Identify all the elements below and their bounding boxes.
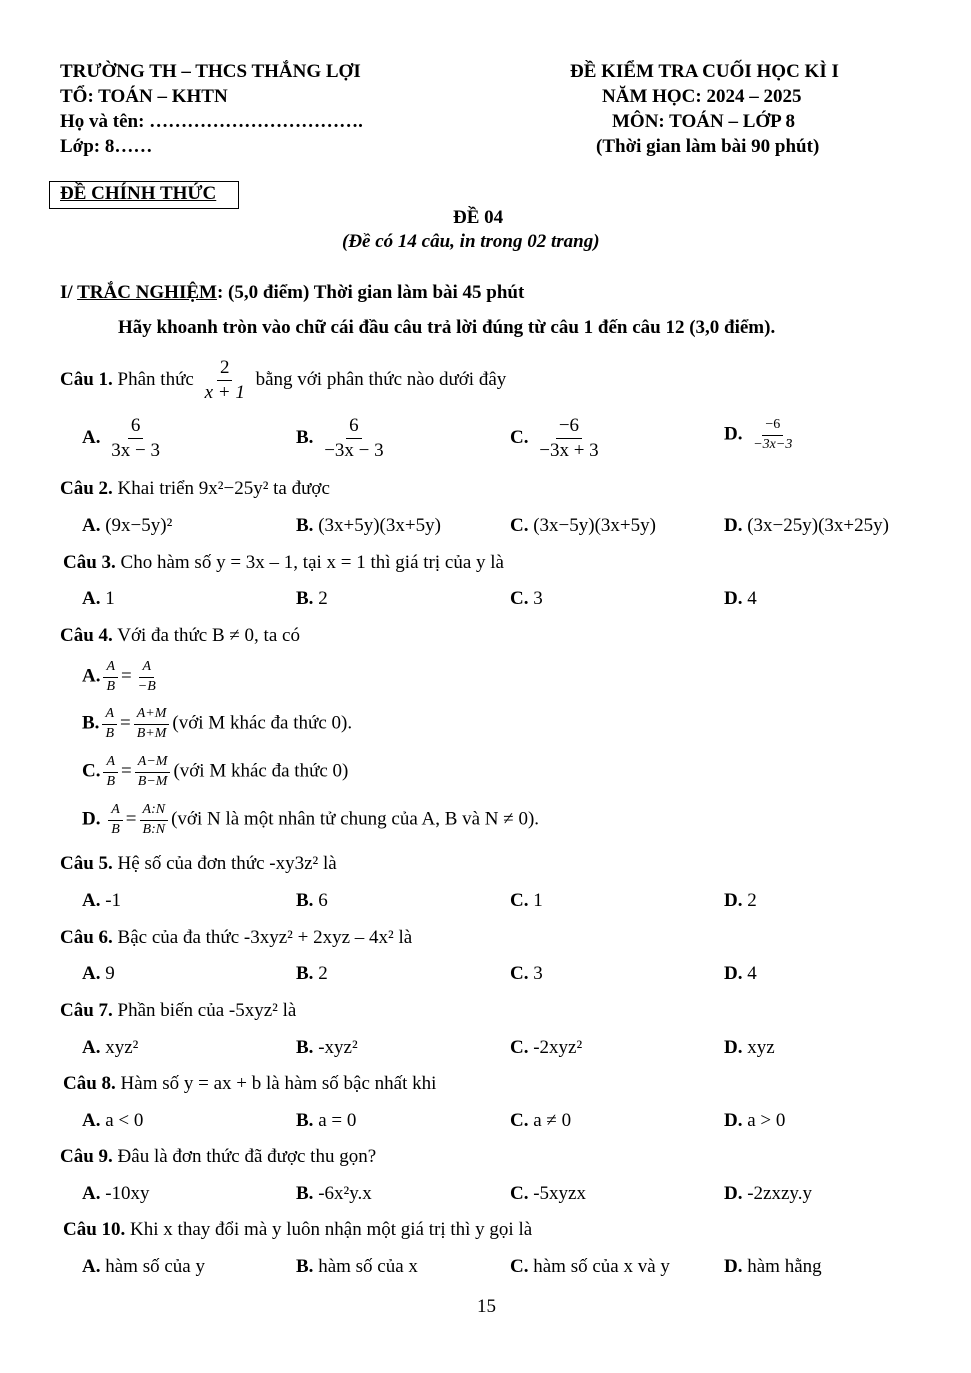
- option-10d[interactable]: D. hàm hằng: [724, 1256, 822, 1277]
- option-10c[interactable]: C. hàm số của x và y: [510, 1256, 670, 1277]
- option-10a[interactable]: A. hàm số của y: [82, 1256, 205, 1277]
- option-8b[interactable]: B. a = 0: [296, 1110, 357, 1131]
- option-3d[interactable]: D. 4: [724, 588, 757, 609]
- duration: (Thời gian làm bài 90 phút): [596, 136, 820, 157]
- option-4b[interactable]: B. $\frac{A}{B}$ = $\frac{A+M}{B+M}$ (với M khác đa thức 0).: [82, 706, 353, 741]
- exam-note: (Đề có 14 câu, in trong 02 trang): [342, 231, 600, 252]
- option-1b[interactable]: B. $\frac{6}{-3x - 3}$: [296, 415, 384, 461]
- option-5c[interactable]: C. 1: [510, 890, 543, 911]
- option-2b[interactable]: B. (3x+5y)(3x+5y): [296, 515, 441, 536]
- page-number: 15: [477, 1296, 496, 1317]
- option-8d[interactable]: D. a > 0: [724, 1110, 786, 1131]
- option-9a[interactable]: A. -10xy: [82, 1183, 150, 1204]
- question-1: Câu 1. Phân thức $\frac{2}{x + 1}$ bằng với phân thức nào dưới đây: [60, 357, 507, 403]
- option-6c[interactable]: C. 3: [510, 963, 543, 984]
- section-instruction: Hãy khoanh tròn vào chữ cái đầu câu trả lời đúng từ câu 1 đến câu 12 (3,0 điểm).: [118, 317, 776, 338]
- question-3: Câu 3. Cho hàm số y = 3x – 1, tại x = 1 thì giá trị của y là: [63, 552, 504, 573]
- option-6a[interactable]: A. 9: [82, 963, 115, 984]
- question-5: Câu 5. Hệ số của đơn thức -xy3z² là: [60, 853, 337, 874]
- question-8: Câu 8. Hàm số y = ax + b là hàm số bậc nhất khi: [63, 1073, 437, 1094]
- exam-title: ĐỀ KIỂM TRA CUỐI HỌC KÌ I: [570, 61, 839, 82]
- option-5b[interactable]: B. 6: [296, 890, 328, 911]
- option-6b[interactable]: B. 2: [296, 963, 328, 984]
- option-2d[interactable]: D. (3x−25y)(3x+25y): [724, 515, 889, 536]
- option-7a[interactable]: A. xyz²: [82, 1037, 139, 1058]
- option-7d[interactable]: D. xyz: [724, 1037, 775, 1058]
- question-6: Câu 6. Bậc của đa thức -3xyz² + 2xyz – 4x² là: [60, 927, 413, 948]
- student-name-line: Họ và tên: …………………………….: [60, 111, 363, 132]
- option-7b[interactable]: B. -xyz²: [296, 1037, 358, 1058]
- official-exam-box: [49, 181, 239, 209]
- subject: MÔN: TOÁN – LỚP 8: [612, 111, 795, 132]
- option-4d[interactable]: D. $\frac{A}{B}$ = $\frac{A:N}{B:N}$ (với N là một nhân tử chung của A, B và N ≠ 0).: [82, 802, 540, 837]
- option-1d[interactable]: D. $\frac{-6}{-3x-3}$: [724, 417, 793, 452]
- department: TỔ: TOÁN – KHTN: [60, 86, 228, 107]
- question-2: Câu 2. Khai triển 9x²−25y² ta được: [60, 478, 330, 499]
- option-2a[interactable]: A. (9x−5y)²: [82, 515, 173, 536]
- option-1c[interactable]: C. $\frac{-6}{-3x + 3}$: [510, 415, 599, 461]
- question-9: Câu 9. Đâu là đơn thức đã được thu gọn?: [60, 1146, 377, 1167]
- option-9d[interactable]: D. -2zxzy.y: [724, 1183, 812, 1204]
- option-10b[interactable]: B. hàm số của x: [296, 1256, 418, 1277]
- option-4c[interactable]: C. $\frac{A}{B}$ = $\frac{A-M}{B-M}$ (với M khác đa thức 0): [82, 754, 349, 789]
- option-1a[interactable]: A. $\frac{6}{3x - 3}$: [82, 415, 160, 461]
- option-3b[interactable]: B. 2: [296, 588, 328, 609]
- option-6d[interactable]: D. 4: [724, 963, 757, 984]
- question-4: Câu 4. Với đa thức B ≠ 0, ta có: [60, 625, 300, 646]
- option-8a[interactable]: A. a < 0: [82, 1110, 144, 1131]
- option-3a[interactable]: A. 1: [82, 588, 115, 609]
- option-5a[interactable]: A. -1: [82, 890, 122, 911]
- option-9b[interactable]: B. -6x²y.x: [296, 1183, 372, 1204]
- official-label: ĐỀ CHÍNH THỨC: [60, 183, 217, 204]
- option-9c[interactable]: C. -5xyzx: [510, 1183, 586, 1204]
- school-name: TRƯỜNG TH – THCS THẮNG LỢI: [60, 61, 361, 82]
- fraction: $\frac{2}{x + 1}$: [204, 357, 245, 403]
- class-line: Lớp: 8……: [60, 136, 153, 157]
- section-title: TRẮC NGHIỆM: [77, 282, 217, 303]
- option-3c[interactable]: C. 3: [510, 588, 543, 609]
- option-2c[interactable]: C. (3x−5y)(3x+5y): [510, 515, 656, 536]
- school-year: NĂM HỌC: 2024 – 2025: [602, 86, 802, 107]
- exam-code: ĐỀ 04: [453, 207, 504, 228]
- option-7c[interactable]: C. -2xyz²: [510, 1037, 583, 1058]
- question-10: Câu 10. Khi x thay đổi mà y luôn nhận một giá trị thì y gọi là: [63, 1219, 533, 1240]
- option-4a[interactable]: A. $\frac{A}{B}$ = $\frac{A}{-B}$: [82, 659, 156, 694]
- section-heading: I/ TRẮC NGHIỆM: (5,0 điểm) Thời gian làm bài 45 phút: [60, 282, 525, 303]
- option-5d[interactable]: D. 2: [724, 890, 757, 911]
- option-8c[interactable]: C. a ≠ 0: [510, 1110, 572, 1131]
- question-7: Câu 7. Phần biến của -5xyz² là: [60, 1000, 297, 1021]
